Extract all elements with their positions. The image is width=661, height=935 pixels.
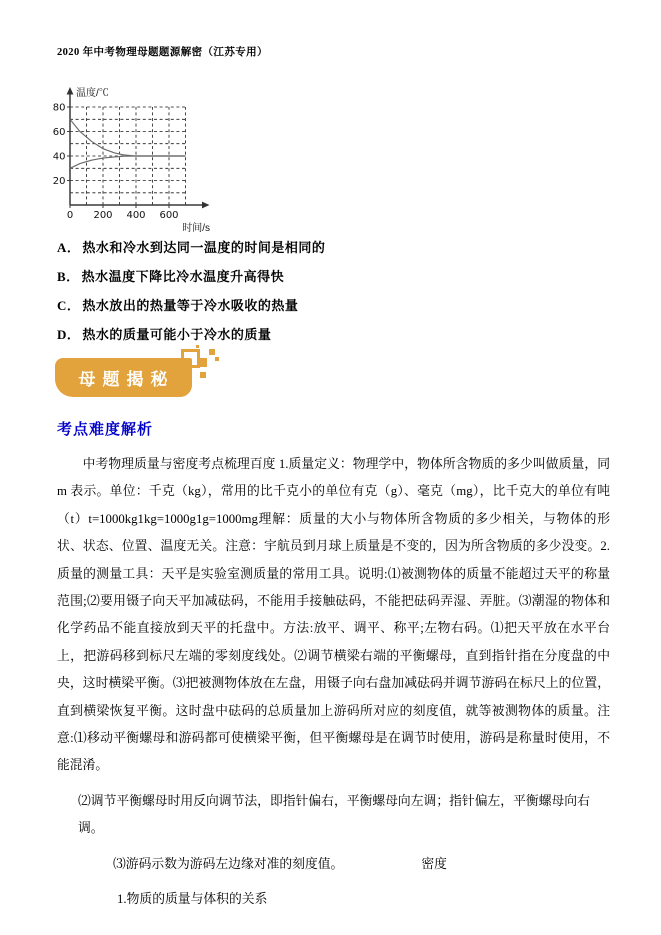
temperature-time-chart	[52, 84, 227, 236]
option-c-letter: C．	[57, 298, 81, 313]
pixel-square-icon	[209, 349, 215, 355]
option-b	[57, 267, 325, 296]
svg-text:80: 80	[52, 102, 66, 114]
body-text	[57, 451, 610, 914]
option-c	[57, 296, 325, 325]
paragraph-mass-density-notes: 中考物理质量与密度考点梳理百度 1.质量定义：物理学中，物体所含物质的多少叫做质量，同 m 表示。单位：千克（kg），常用的比千克小的单位有克（g）、毫克（mg），比千克大的单位有吨（t）t=1000kg1kg=1000g1g=1000mg理解：质量的大小与物体所含物质的多少相关，与物体的形状、状态、位置、温度无关。注意：宇航员到月球上质量是不变的，因为所含物质的多少没变。2.质量的测量工具：天平是实验室测质量的常用工具。说明:⑴被测物体的质量不能超过天平的称量范围;⑵要用镊子向天平加减砝码，不能用手接触砝码，不能把砝码弄湿、弄脏。⑶潮湿的物体和化学药品不能直接放到天平的托盘中。方法:放平、调平、称平;左物右码。⑴把天平放在水平台上，把游码移到标尺左端的零刻度线处。⑵调节横梁右端的平衡螺母，直到指针指在分度盘的中央，这时横梁平衡。⑶把被测物体放在左盘，用镊子向右盘加减砝码并调节游码在标尺上的位置，直到横梁恢复平衡。这时盘中砝码的总质量加上游码所对应的刻度值，就等被测物体的质量。注意:⑴移动平衡螺母和游码都可使横梁平衡，但平衡螺母是在调节时使用，游码是称量时使用，不能混淆。	[57, 457, 610, 773]
option-b-text: 热水温度下降比冷水温度升高得快	[81, 269, 285, 284]
rider-reading-text: ⑶游码示数为游码左边缘对准的刻度值。	[113, 856, 344, 871]
option-a-text: 热水和冷水到达同一温度的时间是相同的	[82, 240, 326, 255]
section-title: 考点难度解析	[57, 421, 154, 438]
answer-options	[57, 238, 325, 354]
chart-svg	[52, 84, 227, 236]
pixel-square-icon	[198, 358, 207, 367]
svg-text:60: 60	[52, 126, 66, 138]
svg-text:0: 0	[66, 210, 74, 221]
badge-mother-question	[55, 342, 235, 404]
svg-text:200: 200	[93, 210, 113, 221]
paragraph-balance-nut: ⑵调节平衡螺母时用反向调节法，即指针偏右，平衡螺母向左调；指针偏左，平衡螺母向右调。	[78, 793, 590, 836]
pixel-square-icon	[196, 345, 199, 348]
density-label: 密度	[421, 856, 447, 871]
svg-text:温度/℃: 温度/℃	[76, 88, 109, 99]
paragraph-rider-reading	[57, 851, 610, 878]
pixel-square-icon	[215, 357, 219, 361]
option-d-letter: D．	[57, 327, 81, 342]
svg-text:600: 600	[159, 210, 179, 221]
svg-text:20: 20	[52, 175, 66, 187]
option-c-text: 热水放出的热量等于冷水吸收的热量	[82, 298, 299, 313]
pixel-square-icon	[200, 372, 206, 378]
svg-text:40: 40	[52, 151, 66, 163]
option-d-text: 热水的质量可能小于冷水的质量	[82, 327, 272, 342]
option-a-letter: A．	[57, 240, 81, 255]
badge-background	[55, 358, 192, 397]
paragraph-mass-volume-relation: 1.物质的质量与体积的关系	[117, 892, 268, 907]
svg-text:400: 400	[126, 210, 146, 221]
option-a	[57, 238, 325, 267]
svg-text:时间/s: 时间/s	[182, 223, 210, 234]
document-header: 2020 年中考物理母题题源解密（江苏专用）	[57, 47, 268, 58]
badge-label: 母题揭秘	[78, 370, 175, 389]
option-b-letter: B．	[57, 269, 80, 284]
